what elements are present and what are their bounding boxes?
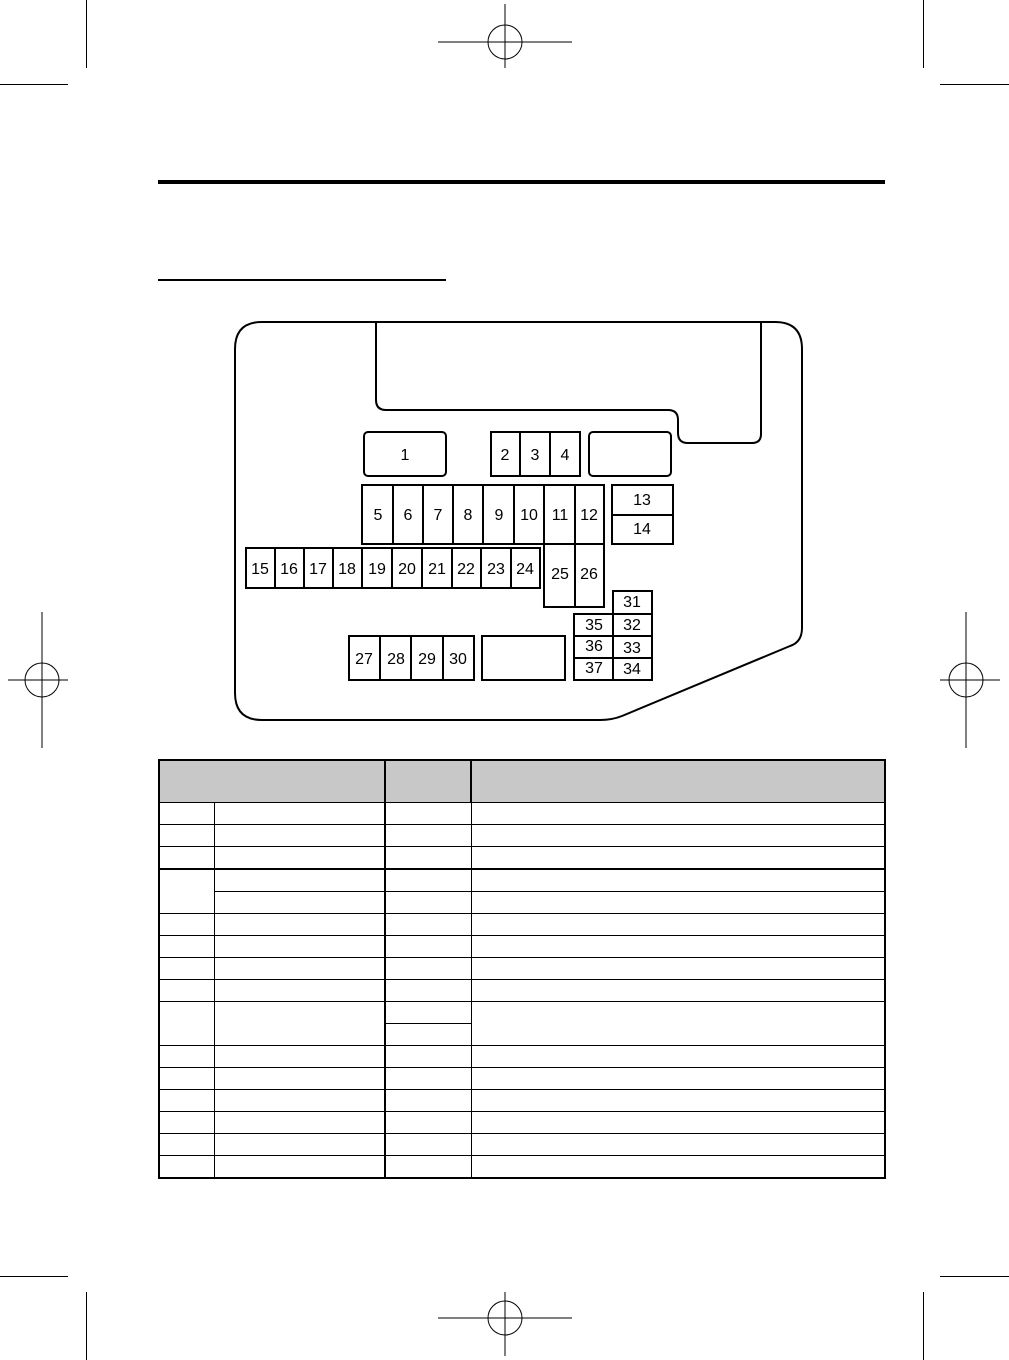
fuse-label-33: 33	[623, 640, 641, 658]
fuse-label-34: 34	[623, 661, 641, 679]
fuse-label-36: 36	[585, 638, 603, 656]
row-rating	[385, 914, 471, 936]
fuse-label-10: 10	[520, 507, 538, 525]
fuse-label-26: 26	[580, 566, 598, 584]
row-rating	[385, 1068, 471, 1090]
row-name	[214, 936, 385, 958]
table-row	[159, 914, 885, 936]
row-no	[159, 980, 214, 1002]
row-no	[159, 958, 214, 980]
row-no	[159, 914, 214, 936]
row-desc	[471, 847, 885, 870]
fuse-label-31: 31	[623, 594, 641, 612]
row-desc	[471, 803, 885, 825]
fuse-label-3: 3	[530, 447, 540, 465]
table-row	[159, 980, 885, 1002]
fuse-label-32: 32	[623, 617, 641, 635]
row-rating	[385, 1112, 471, 1134]
row-no	[159, 869, 214, 914]
fuse-label-14: 14	[633, 521, 651, 539]
row-rating	[385, 1046, 471, 1068]
row-name	[214, 892, 385, 914]
table-row	[159, 869, 885, 892]
row-desc	[471, 914, 885, 936]
fuse-label-11: 11	[551, 507, 569, 525]
table-row	[159, 1068, 885, 1090]
table-row	[159, 1046, 885, 1068]
fuse-label-15: 15	[251, 561, 269, 579]
row-desc	[471, 825, 885, 847]
row-desc	[471, 1046, 885, 1068]
table-row	[159, 892, 885, 914]
row-desc	[471, 1068, 885, 1090]
relay-slot-top	[589, 432, 671, 476]
row-rating	[385, 803, 471, 825]
fuse-label-13: 13	[633, 492, 651, 510]
fuse-label-35: 35	[585, 617, 603, 635]
fuse-label-2: 2	[500, 447, 510, 465]
row-rating	[385, 892, 471, 914]
fuse-label-30: 30	[449, 651, 467, 669]
row-rating	[385, 936, 471, 958]
row-name	[214, 1134, 385, 1156]
fuse-label-23: 23	[487, 561, 505, 579]
table-row	[159, 1156, 885, 1179]
table-row	[159, 1090, 885, 1112]
table-row	[159, 1112, 885, 1134]
row-name	[214, 1156, 385, 1179]
row-rating	[385, 1156, 471, 1179]
table-header-col3	[471, 760, 885, 803]
row-name	[214, 914, 385, 936]
table-header-col2	[385, 760, 471, 803]
table-header-col1	[159, 760, 385, 803]
fuse-label-24: 24	[516, 561, 534, 579]
row-name	[214, 1068, 385, 1090]
row-name	[214, 980, 385, 1002]
table-row	[159, 825, 885, 847]
row-rating	[385, 847, 471, 870]
row-desc	[471, 1112, 885, 1134]
row-name	[214, 1002, 385, 1046]
row-name	[214, 1112, 385, 1134]
row-name	[214, 1090, 385, 1112]
row-no	[159, 1002, 214, 1046]
table-row	[159, 847, 885, 870]
fuse-label-29: 29	[418, 651, 436, 669]
fuse-label-28: 28	[387, 651, 405, 669]
fuse-label-9: 9	[494, 507, 504, 525]
row-rating	[385, 1090, 471, 1112]
fuse-label-5: 5	[373, 507, 383, 525]
row-desc	[471, 958, 885, 980]
row-name	[214, 825, 385, 847]
row-name	[214, 958, 385, 980]
table-row	[159, 936, 885, 958]
fuse-label-8: 8	[463, 507, 473, 525]
cover-notch	[376, 322, 761, 443]
row-rating	[385, 1134, 471, 1156]
row-rating	[385, 980, 471, 1002]
row-desc	[471, 1156, 885, 1179]
row-rating	[385, 825, 471, 847]
row-rating	[385, 958, 471, 980]
row-name	[214, 1046, 385, 1068]
fuse-label-6: 6	[403, 507, 413, 525]
row-no	[159, 1112, 214, 1134]
row-desc	[471, 936, 885, 958]
row-no	[159, 1046, 214, 1068]
row-no	[159, 825, 214, 847]
fuse-label-1: 1	[400, 447, 410, 465]
fuse-label-21: 21	[428, 561, 446, 579]
row-desc	[471, 1002, 885, 1046]
row-desc	[471, 869, 885, 892]
table-row	[159, 958, 885, 980]
fuse-label-19: 19	[368, 561, 386, 579]
row-no	[159, 803, 214, 825]
table-row	[159, 803, 885, 825]
row-rating	[385, 1002, 471, 1024]
row-desc	[471, 1090, 885, 1112]
fuse-label-17: 17	[309, 561, 327, 579]
row-no	[159, 1156, 214, 1179]
fuse-label-4: 4	[560, 447, 570, 465]
row-desc	[471, 1134, 885, 1156]
fuse-label-25: 25	[551, 566, 569, 584]
row-no	[159, 1090, 214, 1112]
row-no	[159, 936, 214, 958]
fuse-label-12: 12	[580, 507, 598, 525]
row-rating	[385, 869, 471, 892]
fuse-table	[158, 759, 886, 1179]
fuse-box-outline	[235, 322, 802, 720]
fuse-label-22: 22	[457, 561, 475, 579]
row-no	[159, 1134, 214, 1156]
fuse-label-20: 20	[398, 561, 416, 579]
fuse-label-18: 18	[338, 561, 356, 579]
row-rating	[385, 1024, 471, 1046]
fuse-label-37: 37	[585, 660, 603, 678]
fuse-label-27: 27	[355, 651, 373, 669]
row-desc	[471, 980, 885, 1002]
row-no	[159, 847, 214, 870]
fuse-label-7: 7	[433, 507, 443, 525]
row-desc	[471, 892, 885, 914]
table-row	[159, 1002, 885, 1024]
row-name	[214, 803, 385, 825]
table-row	[159, 1134, 885, 1156]
row-name	[214, 847, 385, 870]
row-no	[159, 1068, 214, 1090]
row-name	[214, 869, 385, 892]
fuse-label-16: 16	[280, 561, 298, 579]
relay-slot-bottom	[482, 636, 565, 680]
table-header-row	[159, 760, 885, 803]
